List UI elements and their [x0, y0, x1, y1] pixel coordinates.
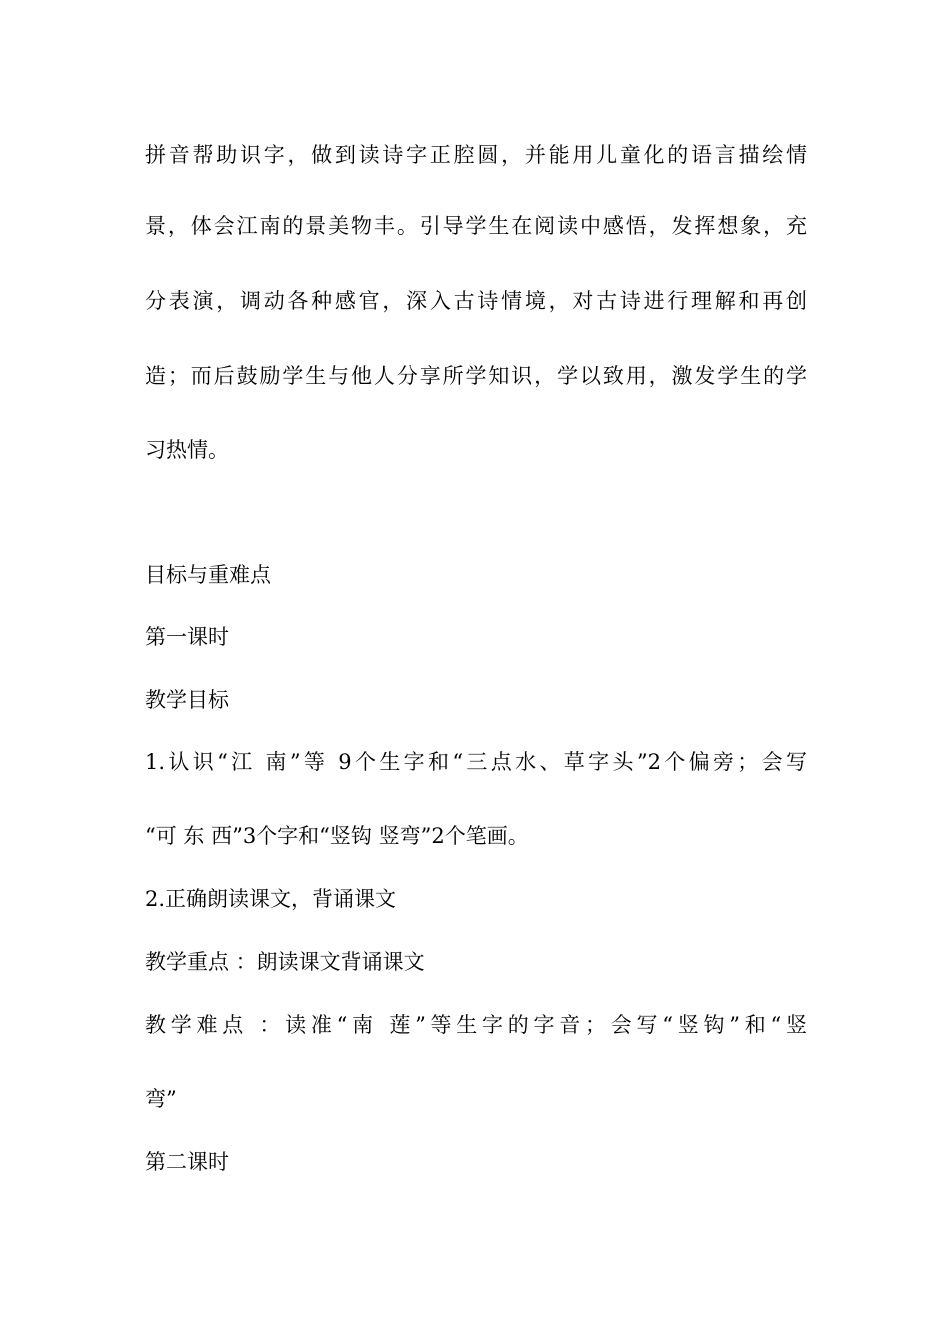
paragraph-line-5: 习热情。: [145, 438, 229, 462]
paragraph-line-1: 拼音帮助识字，做到读诗字正腔圆，并能用儿童化的语言描绘情: [145, 143, 807, 167]
objectives-label: 教学目标: [145, 688, 229, 712]
difficulty-line-2: 弯”: [145, 1087, 177, 1111]
paragraph-line-3: 分表演，调动各种感官，深入古诗情境，对古诗进行理解和再创: [145, 289, 807, 313]
key-point: 教学重点 ：朗读课文背诵课文: [145, 950, 425, 974]
objective-1-line-1: 1.认识“江 南”等 9个生字和“三点水、草字头”2个偏旁；会写: [145, 750, 807, 774]
lesson-one-title: 第一课时: [145, 625, 229, 649]
paragraph-line-2: 景，体会江南的景美物丰。引导学生在阅读中感悟，发挥想象，充: [145, 214, 807, 238]
paragraph-line-4: 造；而后鼓励学生与他人分享所学知识，学以致用，激发学生的学: [145, 364, 807, 388]
document-page: [145, 0, 807, 1344]
objective-1-line-2: “可 东 西”3个字和“竖钩 竖弯”2个笔画。: [145, 824, 529, 848]
objective-2: 2.正确朗读课文，背诵课文: [145, 887, 397, 911]
difficulty-line-1: 教学难点 ：读准“南 莲”等生字的字音；会写“竖钩”和“竖: [145, 1013, 807, 1037]
section-heading: 目标与重难点: [145, 563, 271, 587]
lesson-two-title: 第二课时: [145, 1150, 229, 1174]
